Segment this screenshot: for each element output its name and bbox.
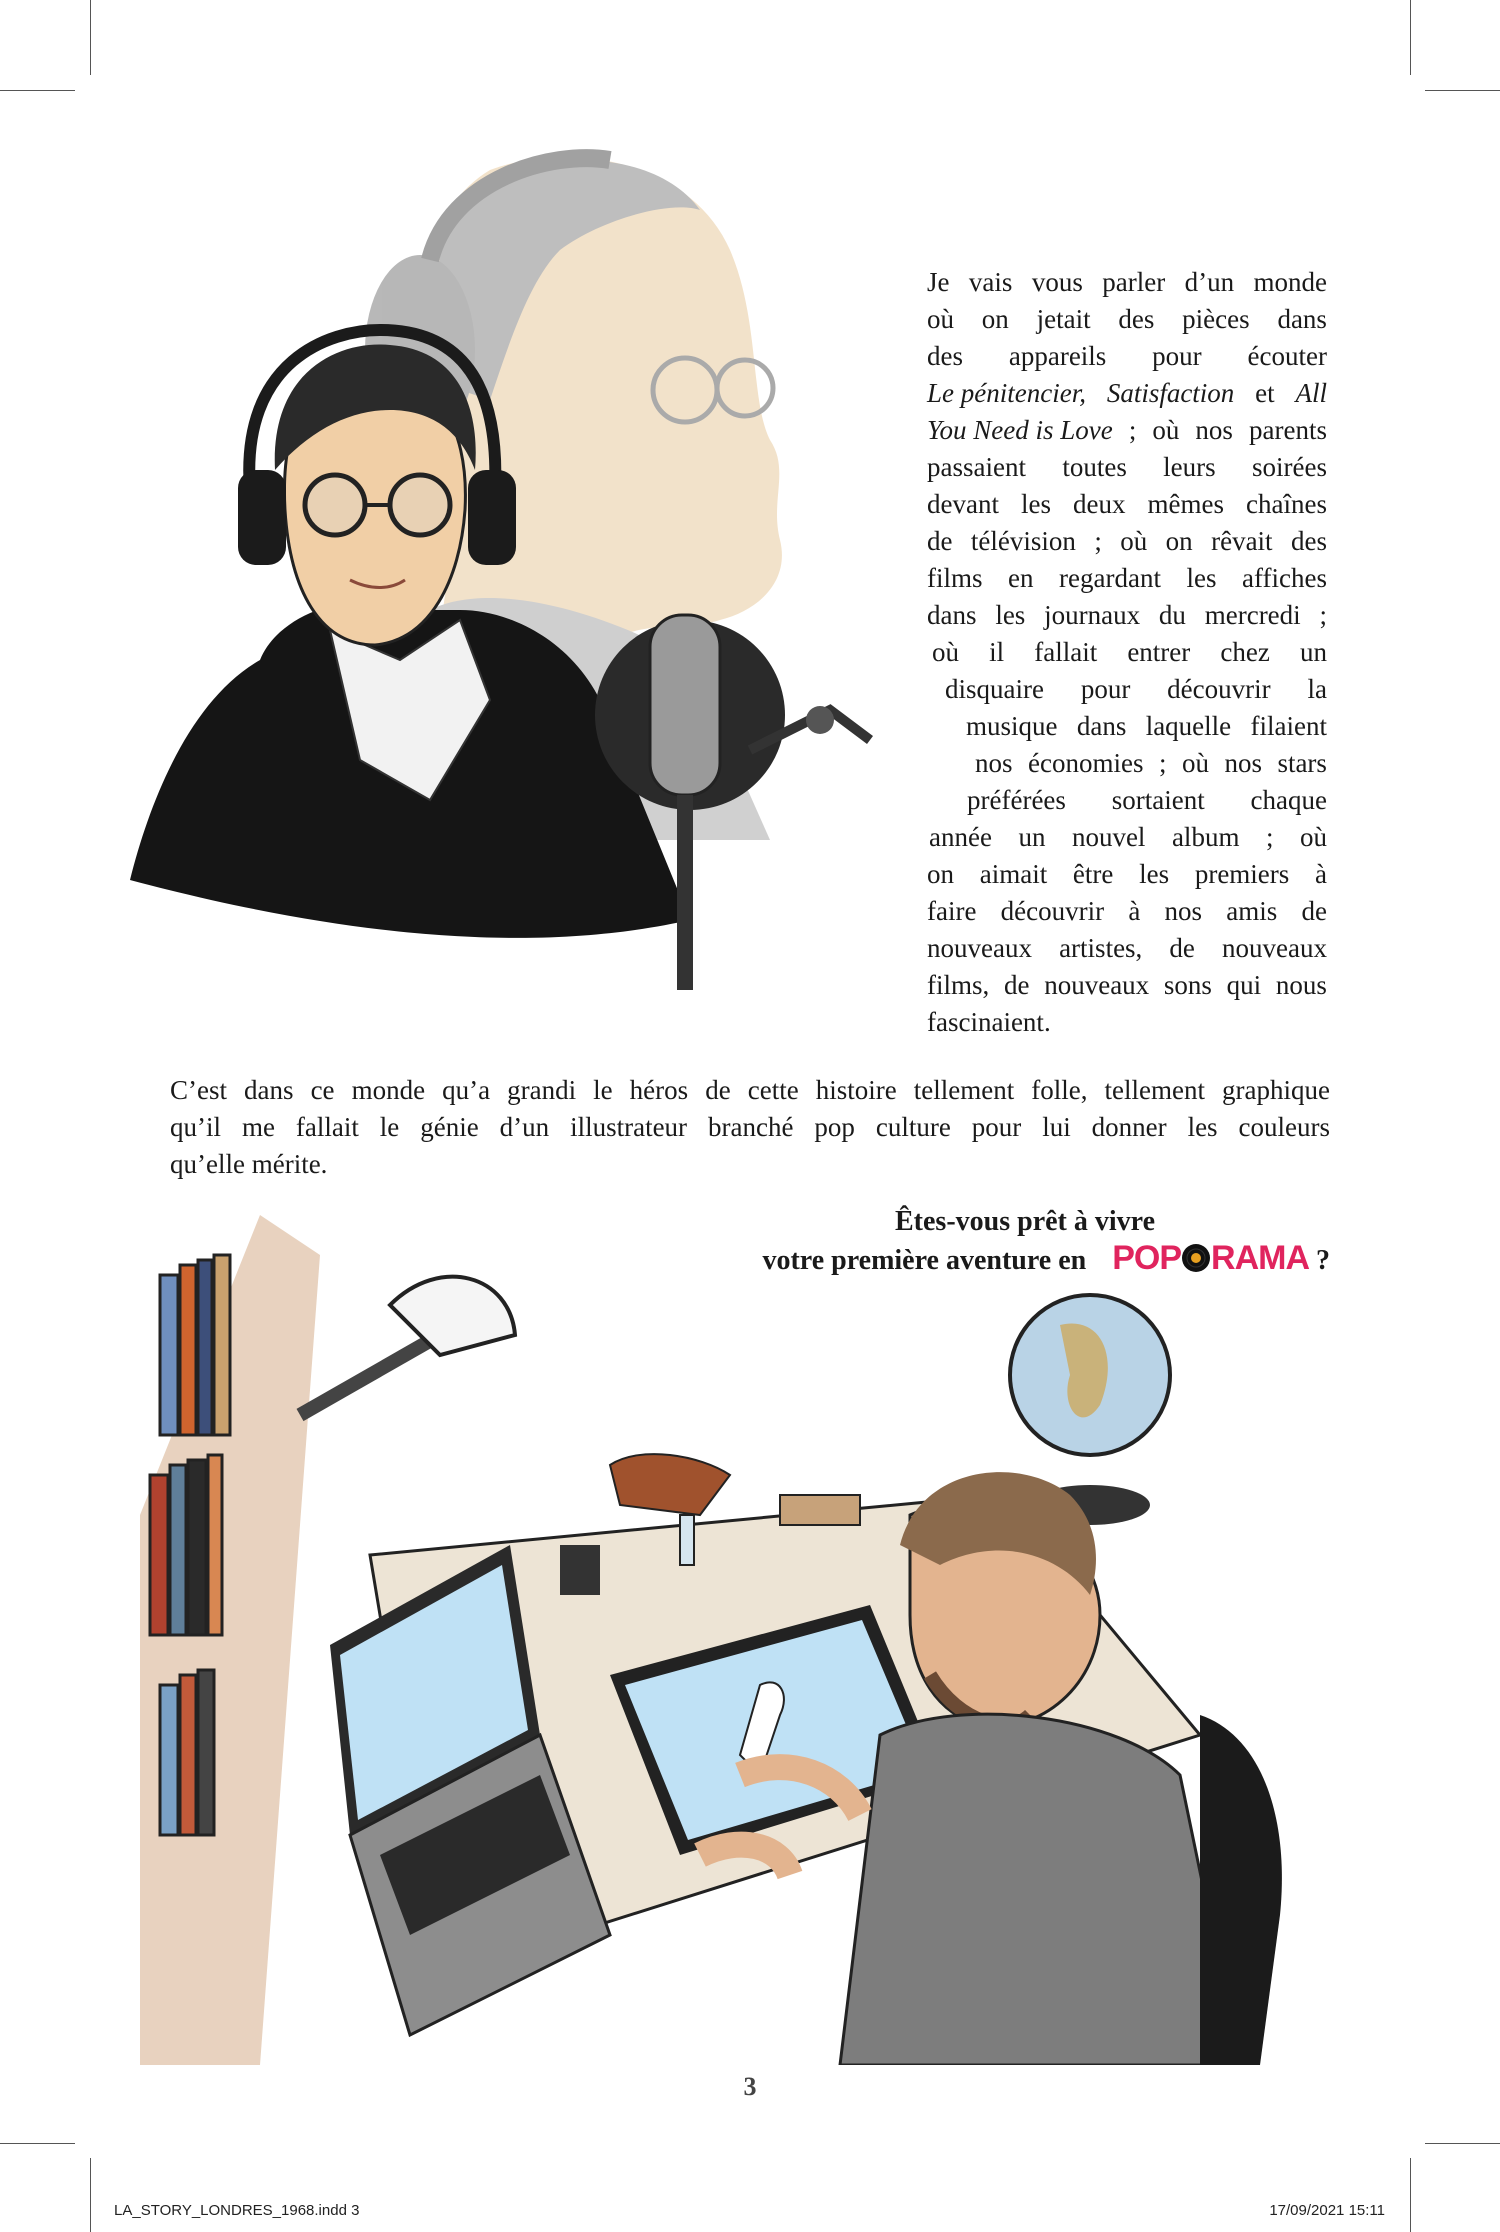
text-line: C’est dans ce monde qu’a grandi le héros de cette histoire tellement folle, tellement graphique (170, 1075, 1330, 1105)
text-line: You Need is Love ; où nos parents (927, 415, 1327, 445)
text-line: faire découvrir à nos amis de (927, 896, 1327, 926)
question-line-2-text: votre première aventure en (762, 1245, 1087, 1276)
text-line: fascinaient. (927, 1007, 1051, 1037)
text-line: préférées sortaient chaque (967, 785, 1327, 815)
poporama-logo-pop: POP (1112, 1239, 1182, 1277)
text-line: passaient toutes leurs soirées (927, 452, 1327, 482)
question-mark: ? (1316, 1245, 1330, 1276)
text-line: qu’elle mérite. (170, 1149, 328, 1179)
text-line: disquaire pour découvrir la (945, 674, 1327, 704)
intro-paragraph (0, 0, 1500, 1060)
text-line: nos économies ; où nos stars (975, 748, 1327, 778)
text-line: Je vais vous parler d’un monde (927, 267, 1327, 297)
text-line: des appareils pour écouter (927, 341, 1327, 371)
question-line-1: Êtes-vous prêt à vivre (895, 1206, 1155, 1237)
footer-timestamp: 17/09/2021 15:11 (1269, 2202, 1385, 2219)
text-line: où il fallait entrer chez un (932, 637, 1327, 667)
poporama-logo-rama: RAMA (1211, 1239, 1309, 1277)
text-line: films, de nouveaux sons qui nous (927, 970, 1327, 1000)
text-line: on aimait être les premiers à (927, 859, 1327, 889)
text-line: films en regardant les affiches (927, 563, 1327, 593)
text-line: qu’il me fallait le génie d’un illustrateur branché pop culture pour lui donner les couleurs (170, 1112, 1330, 1142)
page-number: 3 (743, 2072, 757, 2101)
text-line: de télévision ; où on rêvait des (927, 526, 1327, 556)
text-line: Le pénitencier, Satisfaction et All (927, 378, 1327, 408)
text-line: où on jetait des pièces dans (927, 304, 1327, 334)
crop-mark (90, 2158, 91, 2232)
illustrator-desk-illustration (140, 1215, 1290, 2065)
crop-mark (0, 2143, 75, 2144)
body-paragraph (170, 1072, 1330, 1183)
text-line: devant les deux mêmes chaînes (927, 489, 1327, 519)
text-line: année un nouvel album ; où (929, 822, 1327, 852)
text-line: dans les journaux du mercredi ; (927, 600, 1327, 630)
text-line: nouveaux artistes, de nouveaux (927, 933, 1327, 963)
text-line: musique dans laquelle filaient (966, 711, 1327, 741)
footer-filename: LA_STORY_LONDRES_1968.indd 3 (114, 2202, 360, 2219)
crop-mark (1410, 2158, 1411, 2232)
crop-mark (1425, 2143, 1500, 2144)
